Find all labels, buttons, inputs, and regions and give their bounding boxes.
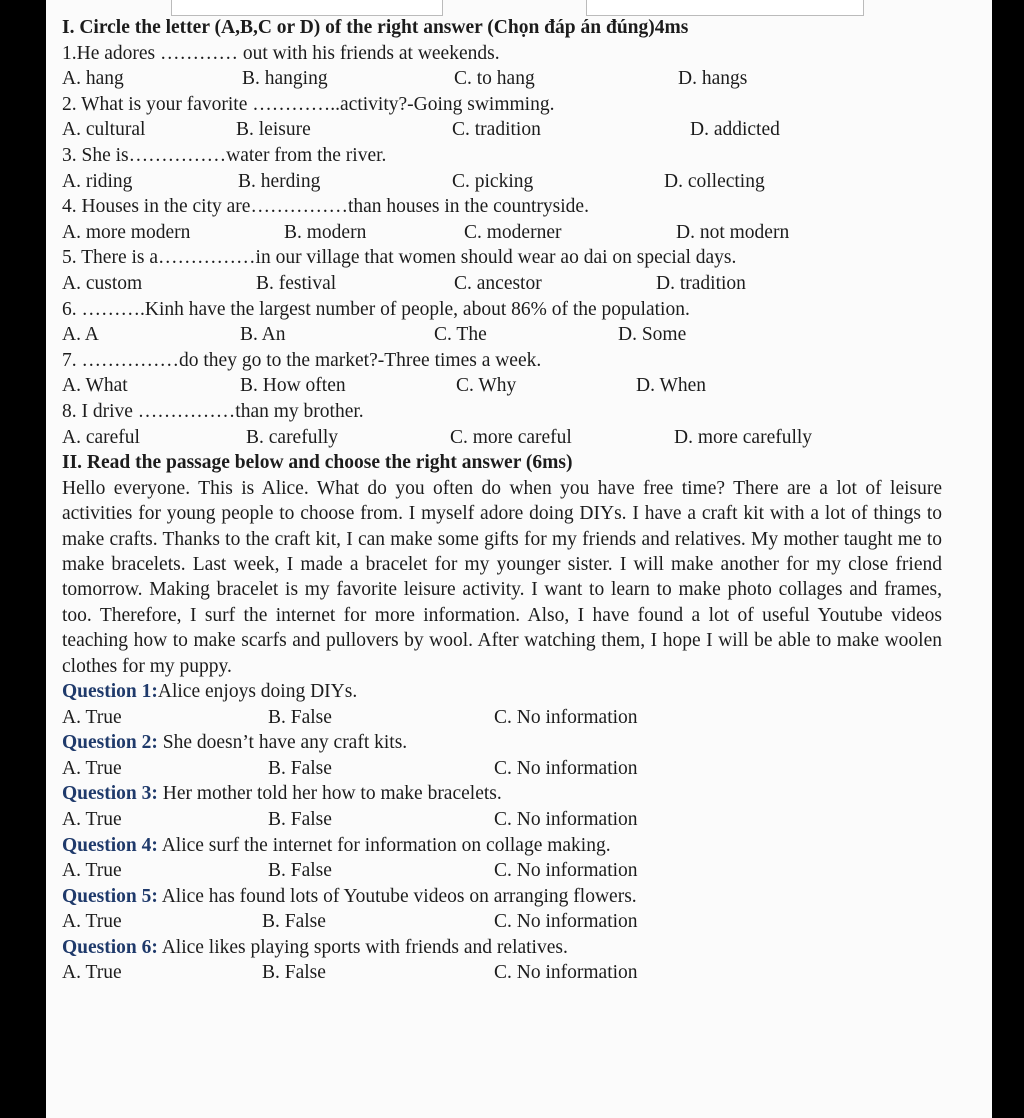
header-cell-left (171, 0, 443, 16)
answer-options (62, 960, 986, 986)
question-text: Alice has found lots of Youtube videos on arranging flowers. (157, 885, 637, 907)
option-false[interactable]: B. False (262, 962, 326, 984)
option-c[interactable]: C. to hang (454, 68, 535, 90)
question-text: Her mother told her how to make bracelets. (157, 783, 502, 805)
section1-heading: I. Circle the letter (A,B,C or D) of the right answer (Chọn đáp án đúng)4ms (62, 17, 689, 38)
answer-options (62, 169, 986, 195)
answer-options (62, 756, 986, 782)
option-false[interactable]: B. False (268, 706, 332, 728)
option-a[interactable]: A. more modern (62, 221, 191, 243)
option-c[interactable]: C. The (434, 324, 487, 346)
option-b[interactable]: B. How often (240, 375, 346, 397)
answer-options (62, 425, 986, 451)
option-b[interactable]: B. festival (256, 272, 337, 294)
option-b[interactable]: B. herding (238, 170, 321, 192)
option-no-information[interactable]: C. No information (494, 911, 638, 933)
option-a[interactable]: A. riding (62, 170, 133, 192)
option-d[interactable]: D. addicted (690, 119, 780, 141)
option-c[interactable]: C. picking (452, 170, 534, 192)
option-no-information[interactable]: C. No information (494, 860, 638, 882)
answer-options (62, 705, 986, 731)
reading-question (62, 935, 986, 961)
answer-options (62, 807, 986, 833)
option-no-information[interactable]: C. No information (494, 757, 638, 779)
option-false[interactable]: B. False (268, 808, 332, 830)
question-text: 1.He adores ………… out with his friends at weekends. (62, 42, 500, 64)
option-c[interactable]: C. moderner (464, 221, 562, 243)
option-a[interactable]: A. What (62, 375, 128, 397)
option-d[interactable]: D. Some (618, 324, 687, 346)
question-text: Alice likes playing sports with friends and relatives. (157, 936, 568, 958)
answer-options (62, 220, 986, 246)
option-c[interactable]: C. more careful (450, 426, 572, 448)
header-cell-right (586, 0, 864, 16)
option-b[interactable]: B. carefully (246, 426, 339, 448)
option-true[interactable]: A. True (62, 860, 122, 882)
worksheet-page (46, 0, 992, 1118)
question-label: Question 6: (62, 936, 158, 958)
option-false[interactable]: B. False (268, 860, 332, 882)
question-text: Alice enjoys doing DIYs. (157, 680, 358, 702)
reading-question (62, 679, 986, 705)
question-text: 3. She is……………water from the river. (62, 144, 387, 166)
question-label: Question 1: (62, 680, 158, 702)
option-false[interactable]: B. False (268, 757, 332, 779)
reading-passage: Hello everyone. This is Alice. What do you often do when you have free time? There are a lot of leisure activities for young people to choose from. I myself adore doing DIYs. I have a craft kit with a lot of things to make crafts. Thanks to the craft kit, I can make some gifts for my friends and relatives. My mother taught me to make bracelets. Last week, I made a bracelet for my younger sister. I will make another for my close friend tomorrow. Making bracelet is my favorite leisure activity. I want to learn to make photo collages and frames, too. Therefore, I surf the internet for more information. Also, I have found a lot of useful Youtube videos teaching how to make scarfs and pullovers by wool. After watching them, I hope I will be able to make woolen clothes for my puppy. (62, 477, 942, 677)
reading-question (62, 833, 986, 859)
option-c[interactable]: C. Why (456, 375, 517, 397)
question-label: Question 4: (62, 834, 158, 856)
option-d[interactable]: D. When (636, 375, 707, 397)
option-b[interactable]: B. modern (284, 221, 367, 243)
option-a[interactable]: A. custom (62, 272, 143, 294)
question-label: Question 2: (62, 732, 158, 754)
option-a[interactable]: A. hang (62, 68, 124, 90)
question-text: 2. What is your favorite …………..activity?-Going swimming. (62, 93, 555, 115)
answer-options (62, 117, 986, 143)
section2-heading: II. Read the passage below and choose the right answer (6ms) (62, 452, 573, 474)
question-text: 7. ……………do they go to the market?-Three times a week. (62, 349, 542, 371)
option-no-information[interactable]: C. No information (494, 706, 638, 728)
option-true[interactable]: A. True (62, 757, 122, 779)
question-label: Question 5: (62, 885, 158, 907)
option-d[interactable]: D. more carefully (674, 426, 813, 448)
option-d[interactable]: D. collecting (664, 170, 765, 192)
option-a[interactable]: A. cultural (62, 119, 146, 141)
option-no-information[interactable]: C. No information (494, 962, 638, 984)
question-text: She doesn’t have any craft kits. (157, 732, 408, 754)
option-false[interactable]: B. False (262, 911, 326, 933)
question-label: Question 3: (62, 783, 158, 805)
question-text: Alice surf the internet for information on collage making. (157, 834, 611, 856)
reading-question (62, 730, 986, 756)
question-text: 8. I drive ……………than my brother. (62, 400, 364, 422)
reading-question (62, 781, 986, 807)
question-text: 4. Houses in the city are……………than houses in the countryside. (62, 196, 589, 218)
option-b[interactable]: B. leisure (236, 119, 311, 141)
answer-options (62, 271, 986, 297)
option-d[interactable]: D. hangs (678, 68, 748, 90)
answer-options (62, 66, 986, 92)
question-text: 5. There is a……………in our village that women should wear ao dai on special days. (62, 247, 737, 269)
option-a[interactable]: A. careful (62, 426, 140, 448)
question-text: 6. ……….Kinh have the largest number of people, about 86% of the population. (62, 298, 690, 320)
option-b[interactable]: B. An (240, 324, 286, 346)
option-true[interactable]: A. True (62, 962, 122, 984)
worksheet-content (62, 15, 986, 986)
answer-options (62, 858, 986, 884)
option-d[interactable]: D. tradition (656, 272, 746, 294)
answer-options (62, 909, 986, 935)
option-true[interactable]: A. True (62, 911, 122, 933)
option-c[interactable]: C. tradition (452, 119, 541, 141)
option-d[interactable]: D. not modern (676, 221, 790, 243)
option-a[interactable]: A. A (62, 324, 99, 346)
option-b[interactable]: B. hanging (242, 68, 328, 90)
answer-options (62, 373, 986, 399)
answer-options (62, 322, 986, 348)
option-c[interactable]: C. ancestor (454, 272, 542, 294)
option-true[interactable]: A. True (62, 706, 122, 728)
option-true[interactable]: A. True (62, 808, 122, 830)
option-no-information[interactable]: C. No information (494, 808, 638, 830)
reading-question (62, 884, 986, 910)
